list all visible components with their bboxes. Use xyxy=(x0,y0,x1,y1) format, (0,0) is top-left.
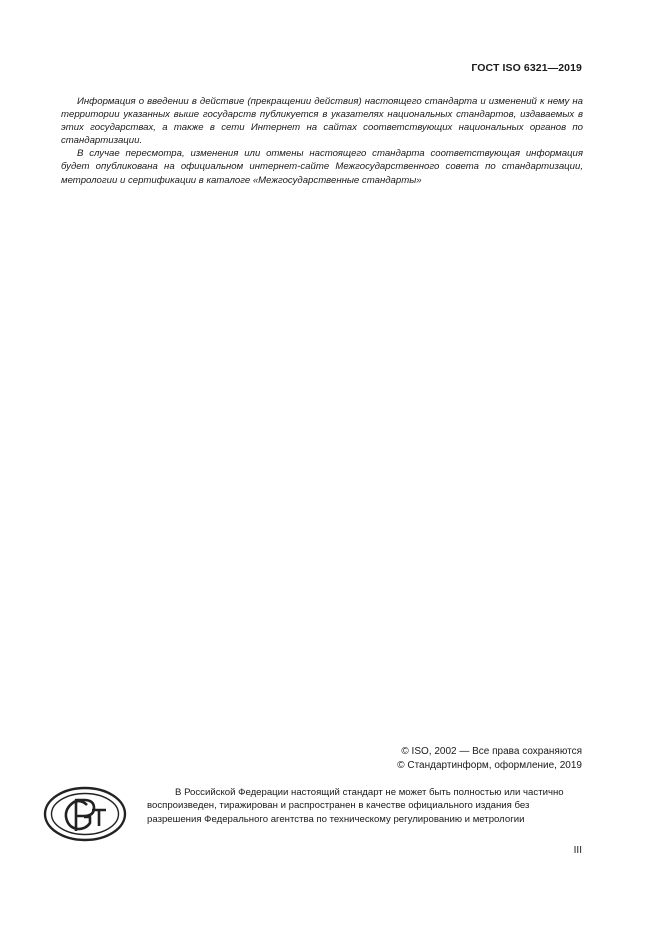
copyright-block xyxy=(397,745,582,773)
info-paragraph-revision: В случае пересмотра, изменения или отмены настоящего стандарта соответствующая информация будет опубликована на официальном интернет-сайте Межгосударственного совета по стандартизации, метрологии и сертификации в каталоге «Межгосударственные стандарты» xyxy=(61,148,583,186)
document-designation: ГОСТ ISO 6321—2019 xyxy=(471,62,582,74)
page-number: III xyxy=(573,845,582,856)
copyright-standartinform: © Стандартинформ, оформление, 2019 xyxy=(397,760,582,771)
info-paragraph-publication: Информация о введении в действие (прекращении действия) настоящего стандарта и изменений к нему на территории указанных выше государств публикуется в указателях национальных стандартов, издаваемых в этих государствах, а также в сети Интернет на сайтах соответствующих национальных органов по стандартизации. xyxy=(61,96,583,147)
rst-certification-mark-icon xyxy=(43,786,127,842)
publication-info xyxy=(61,95,583,187)
reproduction-notice xyxy=(147,786,583,826)
notice-text: В Российской Федерации настоящий стандарт не может быть полностью или частично воспроизведен, тиражирован и распространен в качестве официального издания без разрешения Федерального агентства по техническому регулированию и метрологии xyxy=(147,787,564,825)
copyright-iso: © ISO, 2002 — Все права сохраняются xyxy=(401,746,582,757)
